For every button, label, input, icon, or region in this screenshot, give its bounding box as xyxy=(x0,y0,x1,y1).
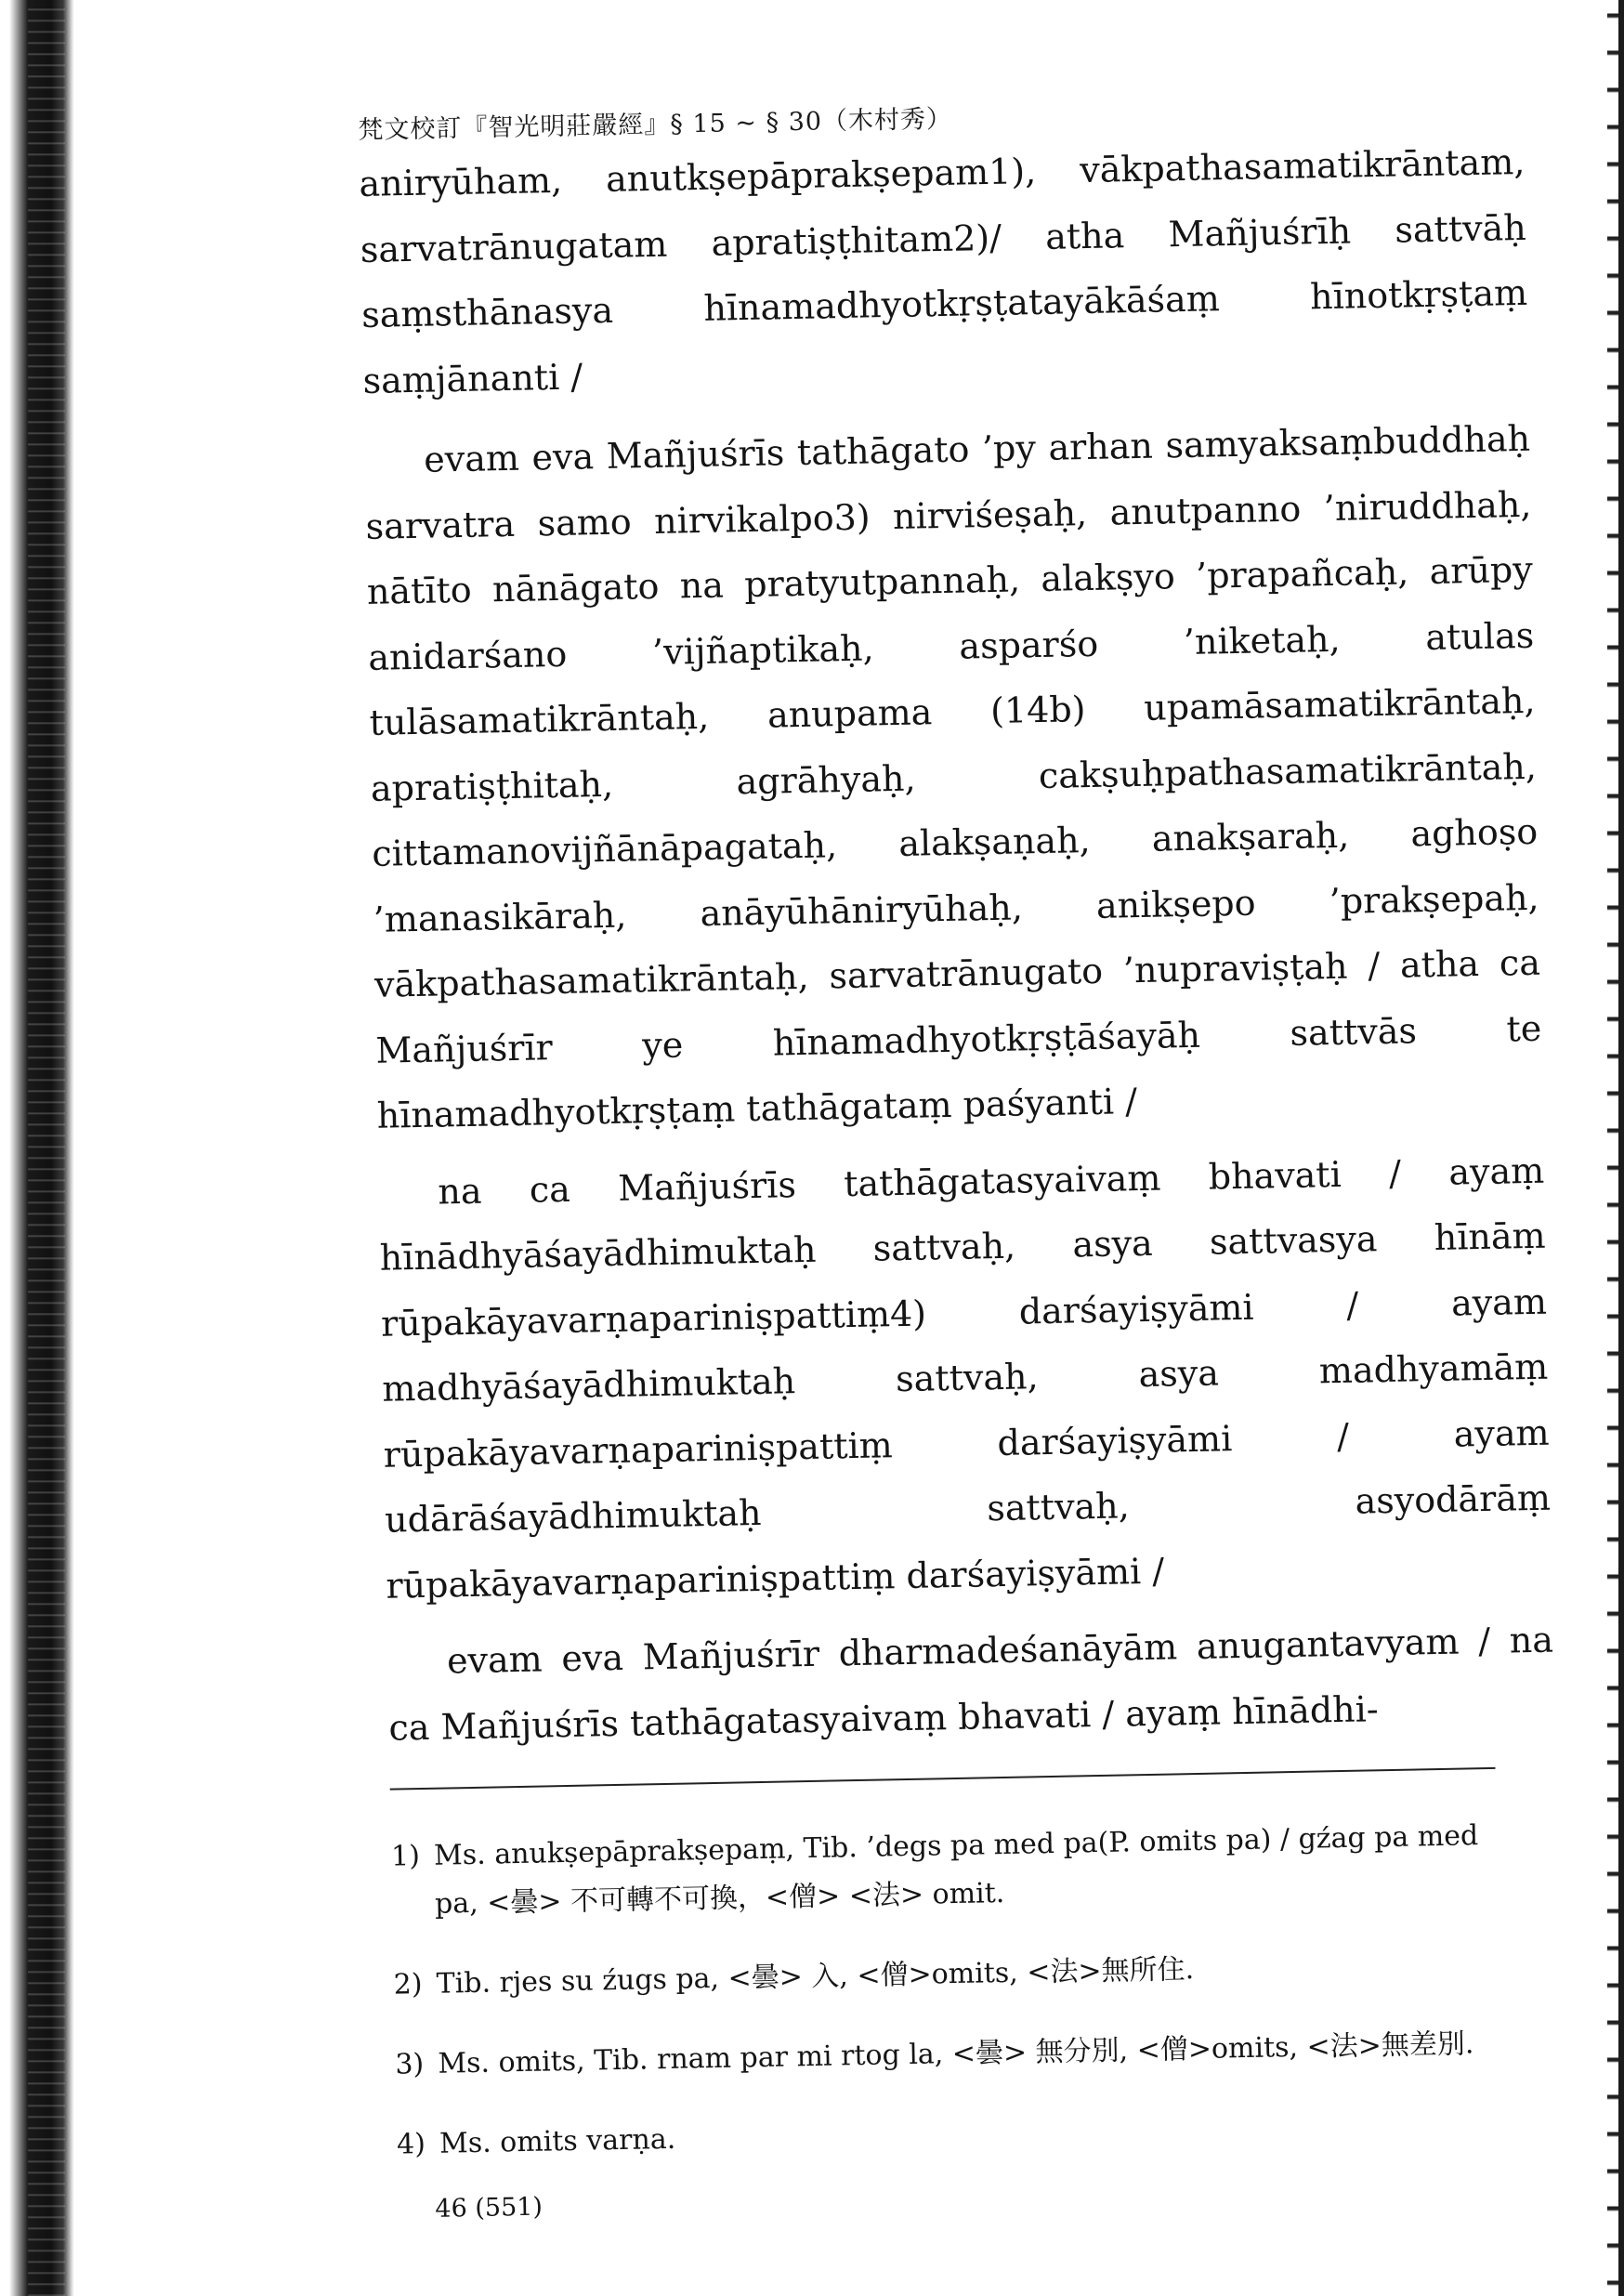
footnote-4 xyxy=(397,2099,1537,2170)
page-number: 46 (551) xyxy=(435,2192,544,2224)
paragraph-3: na ca Mañjuśrīs tathāgatasyaivaṃ bhavati / ayaṃ hīnādhyāśayādhimuktaḥ sattvaḥ, asya sattvasya hīnāṃ rūpakāyavarṇapariniṣpattiṃ4) darśayiṣyāmi / ayam madhyāśayādhimuktaḥ sattvaḥ, asya madhyamāṃ rūpakāyavarṇapariniṣpattiṃ darśayiṣyāmi / ayam udārāśayādhimuktaḥ sattvaḥ, asyodārāṃ rūpakāyavarṇapariniṣpattiṃ darśayiṣyāmi / xyxy=(379,1149,1552,1607)
footnotes xyxy=(391,1811,1564,2170)
footnote-text: Ms. omits varṇa. xyxy=(439,2122,676,2160)
footnote-text: Tib. rjes su źugs pa, <曇> 入, <僧>omits, <法>無所住. xyxy=(436,1953,1195,2001)
page-content xyxy=(358,87,1564,2224)
footnote-number: 1) xyxy=(390,1840,421,1873)
footnote-3 xyxy=(395,2019,1535,2090)
footnote-2 xyxy=(393,1939,1533,2010)
paragraph-4: evam eva Mañjuśrīr dharmadeśanāyām anugantavyam / na ca Mañjuśrīs tathāgatasyaivaṃ bhavati / ayaṃ hīnādhi- xyxy=(388,1619,1554,1749)
main-text xyxy=(359,129,1555,1761)
footnote-text: Ms. omits, Tib. rnam par mi rtog la, <曇> 無分別, <僧>omits, <法>無差別. xyxy=(438,2027,1474,2080)
footnote-1 xyxy=(391,1811,1532,1930)
running-head: 梵文校訂『智光明莊嚴經』§ 15 ~ § 30（木村秀） xyxy=(358,104,953,145)
footnote-number: 3) xyxy=(395,2048,425,2081)
footnote-number: 4) xyxy=(396,2128,426,2161)
paragraph-1: aniryūham, anutkṣepāprakṣepam1), vākpathasamatikrāntam, sarvatrānugatam apratiṣṭhitam2)/ atha Mañjuśrīḥ sattvāḥ saṃsthānasya hīnamadhyotkṛṣṭatayākāśaṃ hīnotkṛṣṭaṃ saṃjānanti / xyxy=(359,140,1528,401)
footnote-rule xyxy=(390,1767,1496,1791)
footnote-text: Ms. anukṣepāprakṣepaṃ, Tib. ’degs pa med pa(P. omits pa) / gźag pa med pa, <曇> 不可轉不可換，<僧> <法> omit. xyxy=(433,1819,1479,1921)
footnote-number: 2) xyxy=(393,1968,423,2001)
scan-shadow-left xyxy=(0,0,74,2296)
paragraph-2: evam eva Mañjuśrīs tathāgato ’py arhan samyaksaṃbuddhaḥ sarvatra samo nirvikalpo3) nirviśeṣaḥ, anutpanno ’niruddhaḥ, nātīto nānāgato na pratyutpannaḥ, alakṣyo ’prapañcaḥ, arūpy anidarśano ’vijñaptikaḥ, asparśo ’niketaḥ, atulas tulāsamatikrāntaḥ, anupama (14b) upamāsamatikrāntaḥ, apratiṣṭhitaḥ, agrāhyaḥ, cakṣuḥpathasamatikrāntaḥ, cittamanovijñānāpagataḥ, alakṣaṇaḥ, anakṣaraḥ, aghoṣo ’manasikāraḥ, anāyūhāniryūhaḥ, anikṣepo ’prakṣepaḥ, vākpathasamatikrāntaḥ, sarvatrānugato ’nupraviṣṭaḥ / atha ca Mañjuśrīr ye hīnamadhyotkṛṣṭāśayāḥ sattvās te hīnamadhyotkṛṣṭaṃ tathāgataṃ paśyanti / xyxy=(365,417,1542,1136)
scan-shadow-right xyxy=(1607,0,1624,2296)
